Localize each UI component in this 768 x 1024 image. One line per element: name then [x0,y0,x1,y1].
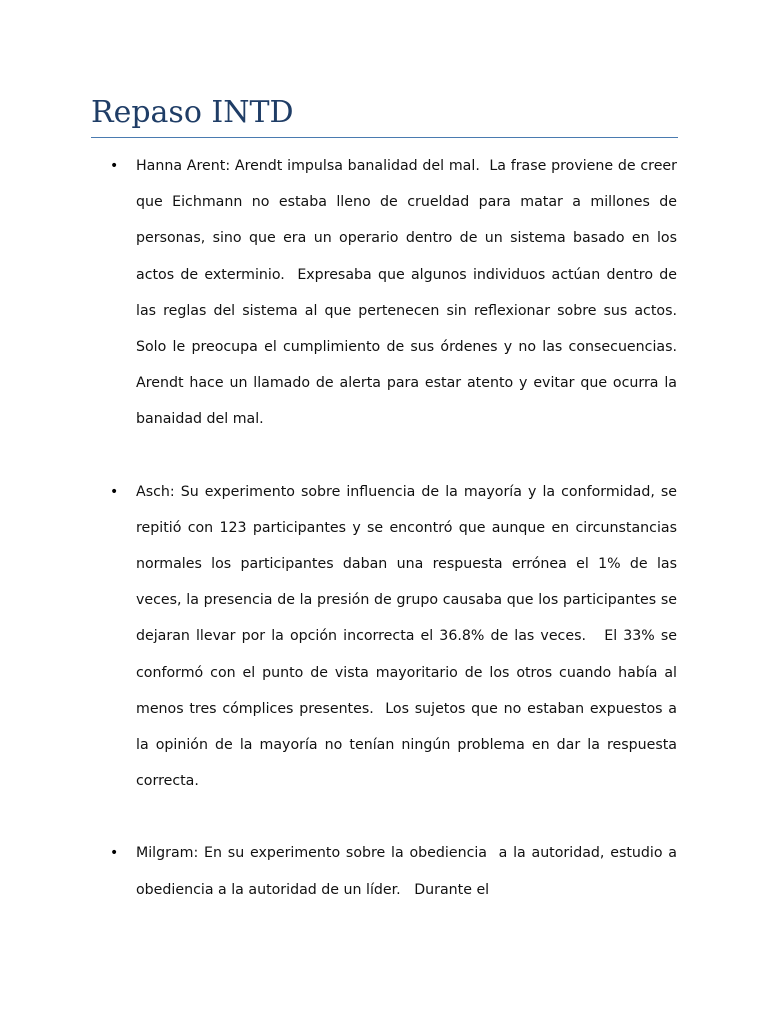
bullet-item-milgram [0,835,768,907]
bullet-list [0,148,768,944]
bullet-icon: • [110,483,119,500]
bullet-item-asch [0,474,768,800]
document-title: Repaso INTD [91,95,294,130]
bullet-text: Hanna Arent: Arendt impulsa banalidad del mal. La frase proviene de creer que Eichmann no estaba lleno de crueldad para matar a millones de personas, sino que era un operario dentro de un sistema basado en los actos de exterminio. Expresaba que algunos individuos actúan dentro de las reglas del sistema al que pertenecen sin reflexionar sobre sus actos. Solo le preocupa el cumplimiento de sus órdenes y no las consecuencias. Arendt hace un llamado de alerta para estar atento y evitar que ocurra la banaidad del mal. [136,158,687,428]
bullet-text: Asch: Su experimento sobre influencia de la mayoría y la conformidad, se repitió con 123 participantes y se encontró que aunque en circunstancias normales los participantes daban una respuesta errónea el 1% de las veces, la presencia de la presión de grupo causaba que los participantes se dejaran llevar por la opción incorrecta el 36.8% de las veces. El 33% se conformó con el punto de vista mayoritario de los otros cuando había al menos tres cómplices presentes. Los sujetos que no estaban expuestos a la opinión de la mayoría no tenían ningún problema en dar la respuesta correcta. [136,483,682,790]
bullet-text: Milgram: En su experimento sobre la obediencia a la autoridad, estudio a obediencia a la autoridad de un líder. Durante el [136,845,682,898]
bullet-item-arendt [0,148,768,438]
title-divider [91,137,678,138]
bullet-icon: • [110,158,119,174]
bullet-icon: • [110,845,119,862]
